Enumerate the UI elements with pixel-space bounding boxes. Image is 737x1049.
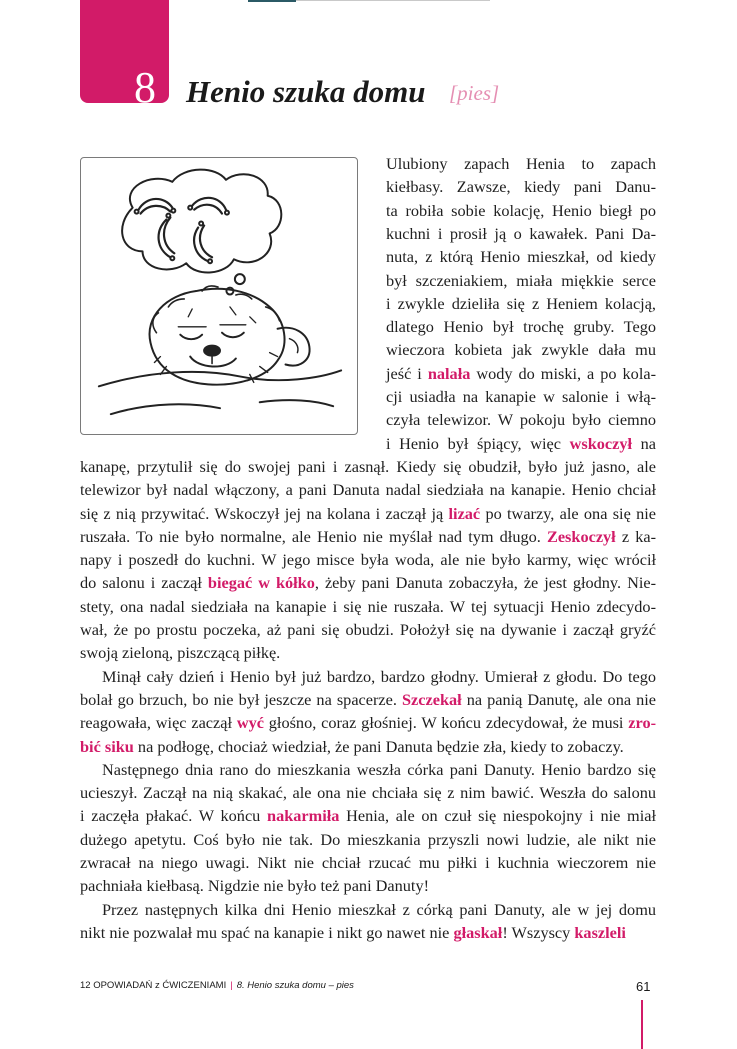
text-line [80,921,656,944]
footer [80,980,354,992]
footer-chapter: 8. Henio szuka domu – pies [236,980,354,991]
text-line [386,385,656,408]
text-line [80,851,656,874]
highlighted-word: lizać [448,503,481,523]
dog-nose [204,346,220,356]
highlighted-word: biegać w kółko [207,573,315,593]
chapter-tag: [pies] [449,81,500,105]
text-line [80,735,656,758]
highlighted-word: zro- [628,713,657,733]
text-fragment: Ulubiony zapach Henia to zapach [386,154,656,173]
text-fragment: wody do miski, a po kola- [470,363,656,383]
text-fragment: ! Wszyscy [502,922,575,942]
text-line [80,478,656,501]
dog-drawing [81,158,357,434]
text-fragment: kuchni i prosił ją o kawałek. Pani Da- [386,223,656,243]
text-fragment: ruszała. To nie było normalne, ale Henio nie myślał nad tym długo. [80,526,547,546]
text-fragment: Następnego dnia rano do mieszkania weszła córka pani Danuty. Henio bardzo się [102,759,656,779]
text-fragment: ta robiła sobie kolację, Henio biegł po [386,200,656,220]
illustration-dreaming-dog [80,157,358,435]
text-fragment: czyła telewizor. W pokoju było ciemno [386,410,656,430]
text-fragment: był szczeniakiem, miała miękkie serce [386,270,656,290]
text-fragment: się z nią przywitać. Wskoczył jej na kolana i zaczął ją [80,503,449,523]
text-fragment: kanapę, przytulił się do swojej pani i zasnął. Kiedy się obudził, było już jasno, ale [80,456,656,476]
highlighted-word: nakarmiła [267,806,340,826]
page-number: 61 [636,979,651,994]
highlighted-word: głaskał [453,922,503,942]
highlighted-word: wskoczył [569,433,633,453]
text-fragment: stety, ona nadal siedziała na kanapie i się nie ruszała. W tej sytuacji Henio zdecydo- [80,596,656,616]
text-fragment: nikt nie pozwalał mu spać na kanapie i nikt go nawet nie [80,922,454,942]
text-line [386,362,656,385]
chapter-number: 8 [134,63,156,112]
text-fragment: bolał go brzuch, bo nie był jeszcze na spacerze. [80,689,402,709]
text-fragment: po twarzy, ale ona się nie [480,503,656,523]
text-line [80,688,656,711]
dog-smile [190,357,236,367]
text-fragment: i zaczęła płakać. W końcu [80,806,268,826]
text-fragment: na [632,433,657,453]
text-line [102,898,656,921]
text-fragment: jeść i [386,363,428,383]
text-fragment: , żeby pani Danuta zobaczyła, że jest głodny. Nie- [314,573,657,593]
highlighted-word: Szczekał [401,689,462,709]
text-line [80,828,656,851]
text-line [386,175,656,198]
text-fragment: dużego apetytu. Coś było nie tak. Do mieszkania przyszli nowi ludzie, ale nikt nie [80,829,656,849]
text-fragment: pachniała kiełbasą. Nigdzie nie było też pani Danuty! [80,876,430,896]
text-fragment: kiełbasy. Zawsze, kiedy pani Danu- [386,177,656,197]
highlighted-word: bić siku [80,736,134,756]
text-line [80,595,656,618]
page-number-rule [641,1000,643,1049]
text-line [80,618,656,641]
text-fragment: dlatego Henio był trochę gruby. Tego [386,317,656,337]
text-line [386,222,656,245]
text-line [386,338,656,361]
text-line [80,571,656,594]
highlighted-word: kaszleli [574,922,626,942]
text-line [80,711,656,734]
text-line [80,641,656,664]
highlighted-word: wyć [236,713,264,733]
text-line [386,245,656,268]
text-line [80,455,656,478]
text-line [80,874,656,897]
text-fragment: Minął cały dzień i Henio był już bardzo, bardzo głodny. Umierał z głodu. Do tego [102,666,656,686]
text-fragment: Henia, ale on czuł się niespokojny i nie miał [339,806,656,826]
highlighted-word: nalała [427,363,471,383]
text-fragment: telewizor był nadal włączony, a pani Danuta nadal siedziała na kanapie. Henio chciał [80,480,656,500]
text-fragment: reagowała, więc zaczął [80,713,237,733]
text-line [386,432,656,455]
text-fragment: swoją zieloną, piszczącą piłkę. [80,643,281,663]
text-line [80,525,656,548]
text-fragment: na podłogę, chociaż wiedział, że pani Danuta będzie zła, kiedy to zobaczy. [133,736,624,756]
text-fragment: nuta, z którą Henio mieszkał, od kiedy [386,247,656,267]
text-line [386,315,656,338]
chapter-title: Henio szuka domu [186,74,426,109]
text-fragment: i zwykle dzieliła się z Heniem kolacją, [386,293,656,313]
text-line [386,199,656,222]
text-line [386,269,656,292]
text-line [80,548,656,571]
text-fragment: na panią Danutę, ale ona nie [461,689,656,709]
text-fragment: ucieszył. Zaczął na nią skakać, ale ona nie chciała się z nim bawić. Weszła do salonu [80,783,656,803]
text-fragment: do salonu i zaczął [80,573,208,593]
text-fragment: głośno, coraz głośniej. W końcu zdecydował, że musi [263,713,629,733]
text-fragment: cji usiadła na kanapie w salonie i włą- [386,387,656,406]
text-line [386,408,656,431]
top-rule [296,0,490,1]
footer-separator: | [230,980,233,991]
text-line [386,292,656,315]
text-fragment: wał, że po prostu poczeka, aż pani się obudzi. Położył się na dywanie i zaczął gryźć [80,620,656,639]
text-fragment: zwracał na niego uwagi. Nikt nie chciał rzucać mu piłki i kuchnia wieczorem nie [80,853,656,872]
text-line [102,758,656,781]
closed-eye-left [180,335,202,339]
text-line [80,502,656,525]
text-fragment: napy i poszedł do kuchni. W jego misce była woda, ale nie było karmy, więc wrócił [80,550,656,570]
text-line [80,781,656,804]
text-fragment: z ka- [615,526,656,546]
text-fragment: Przez następnych kilka dni Henio mieszkał z córką pani Danuty, ale w jej domu [102,899,656,919]
text-line [386,152,656,175]
text-fragment: i Henio był śpiący, więc [386,433,570,453]
text-fragment: wieczora kobieta jak zwykle dała mu [386,340,656,360]
closed-eye-right [222,333,244,337]
text-line [80,804,656,827]
text-line [102,665,656,688]
highlighted-word: Zeskoczył [546,526,616,546]
footer-book-title: 12 OPOWIADAŃ z ĆWICZENIAMI [80,980,227,991]
top-rule-accent [248,0,296,2]
